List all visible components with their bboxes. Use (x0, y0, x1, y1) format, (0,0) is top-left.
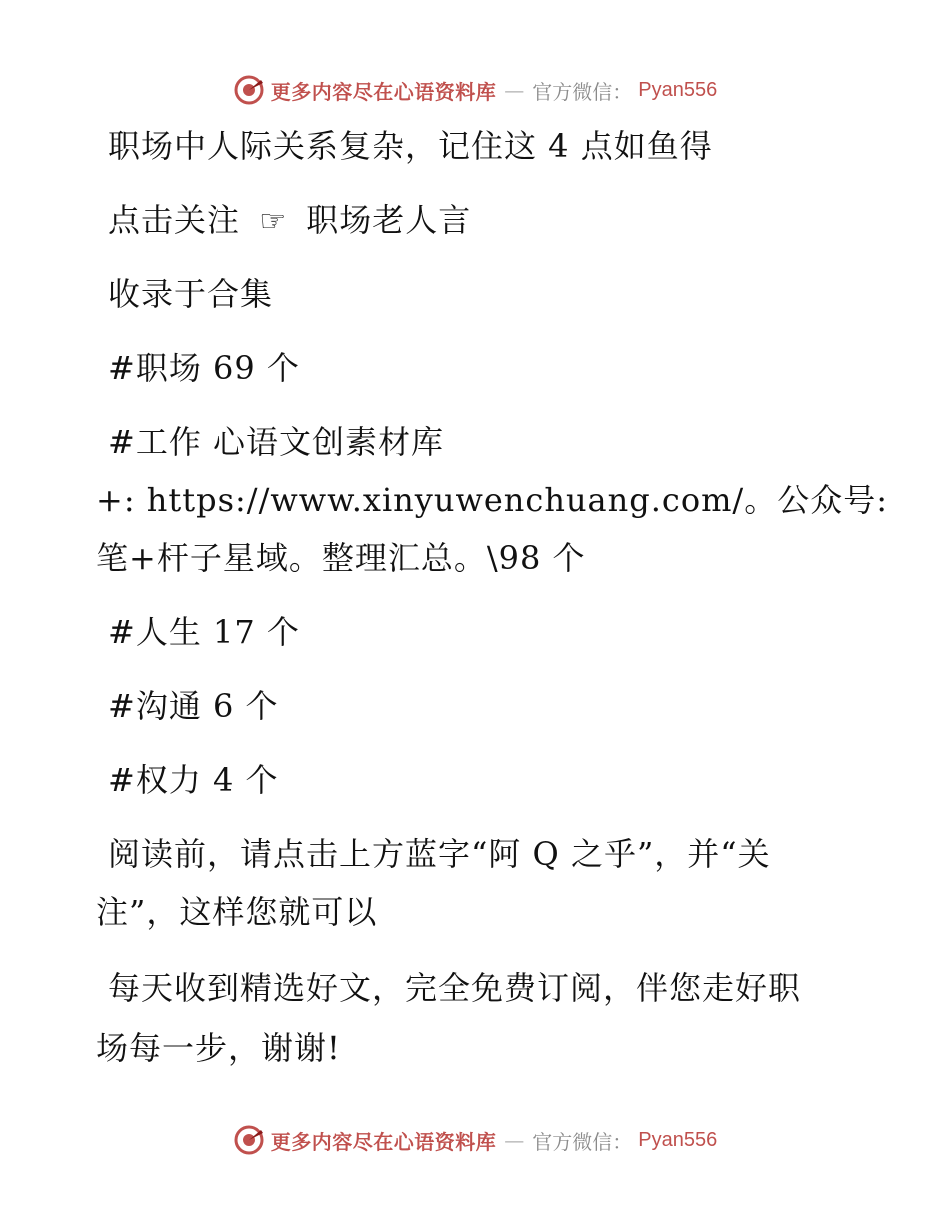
footer-banner-text: 更多内容尽在心语资料库 (270, 1129, 497, 1154)
tag-communication[interactable]: #沟通 6 个 (108, 687, 279, 725)
header-banner-text: 更多内容尽在心语资料库 (270, 79, 497, 104)
header-banner-dash: — (504, 78, 525, 102)
follow-account-link[interactable]: 职场老人言 (306, 201, 472, 239)
header-banner-wechat-label: 官方微信： (532, 79, 633, 104)
article-title: 职场中人际关系复杂，记住这 4 点如鱼得 (108, 127, 713, 165)
follow-prefix: 点击关注 (108, 201, 241, 239)
header-banner-wechat-id: Pyan556 (638, 78, 718, 101)
tag-work-line3: 笔+杆子星域。整理汇总。\98 个 (96, 539, 586, 577)
tag-life[interactable]: #人生 17 个 (108, 613, 300, 651)
follow-line (96, 200, 868, 242)
header-banner (0, 70, 950, 110)
tag-work-line2: +: https://www.xinyuwenchuang.com/。公众号: (96, 481, 888, 519)
footer-banner (0, 1120, 950, 1160)
footer-banner-wechat-id: Pyan556 (638, 1128, 718, 1151)
intro-line1: 阅读前，请点击上方蓝字“阿 Q 之乎”，并“关 (108, 835, 771, 873)
tag-power[interactable]: #权力 4 个 (108, 761, 279, 799)
brand-logo-icon (233, 1124, 265, 1156)
intro-line3: 每天收到精选好文，完全免费订阅，伴您走好职 (108, 969, 802, 1007)
footer-banner-dash: — (504, 1128, 525, 1152)
footer-banner-wechat-label: 官方微信： (532, 1129, 633, 1154)
brand-logo-icon (233, 74, 265, 106)
tag-work-line1[interactable]: #工作 心语文创素材库 (108, 423, 444, 461)
pointing-hand-icon: ☞ (259, 204, 288, 239)
intro-line4: 场每一步，谢谢! (96, 1029, 341, 1067)
intro-line2: 注”，这样您就可以 (96, 893, 378, 931)
collection-label: 收录于合集 (108, 275, 274, 313)
tag-workplace[interactable]: #职场 69 个 (108, 349, 300, 387)
